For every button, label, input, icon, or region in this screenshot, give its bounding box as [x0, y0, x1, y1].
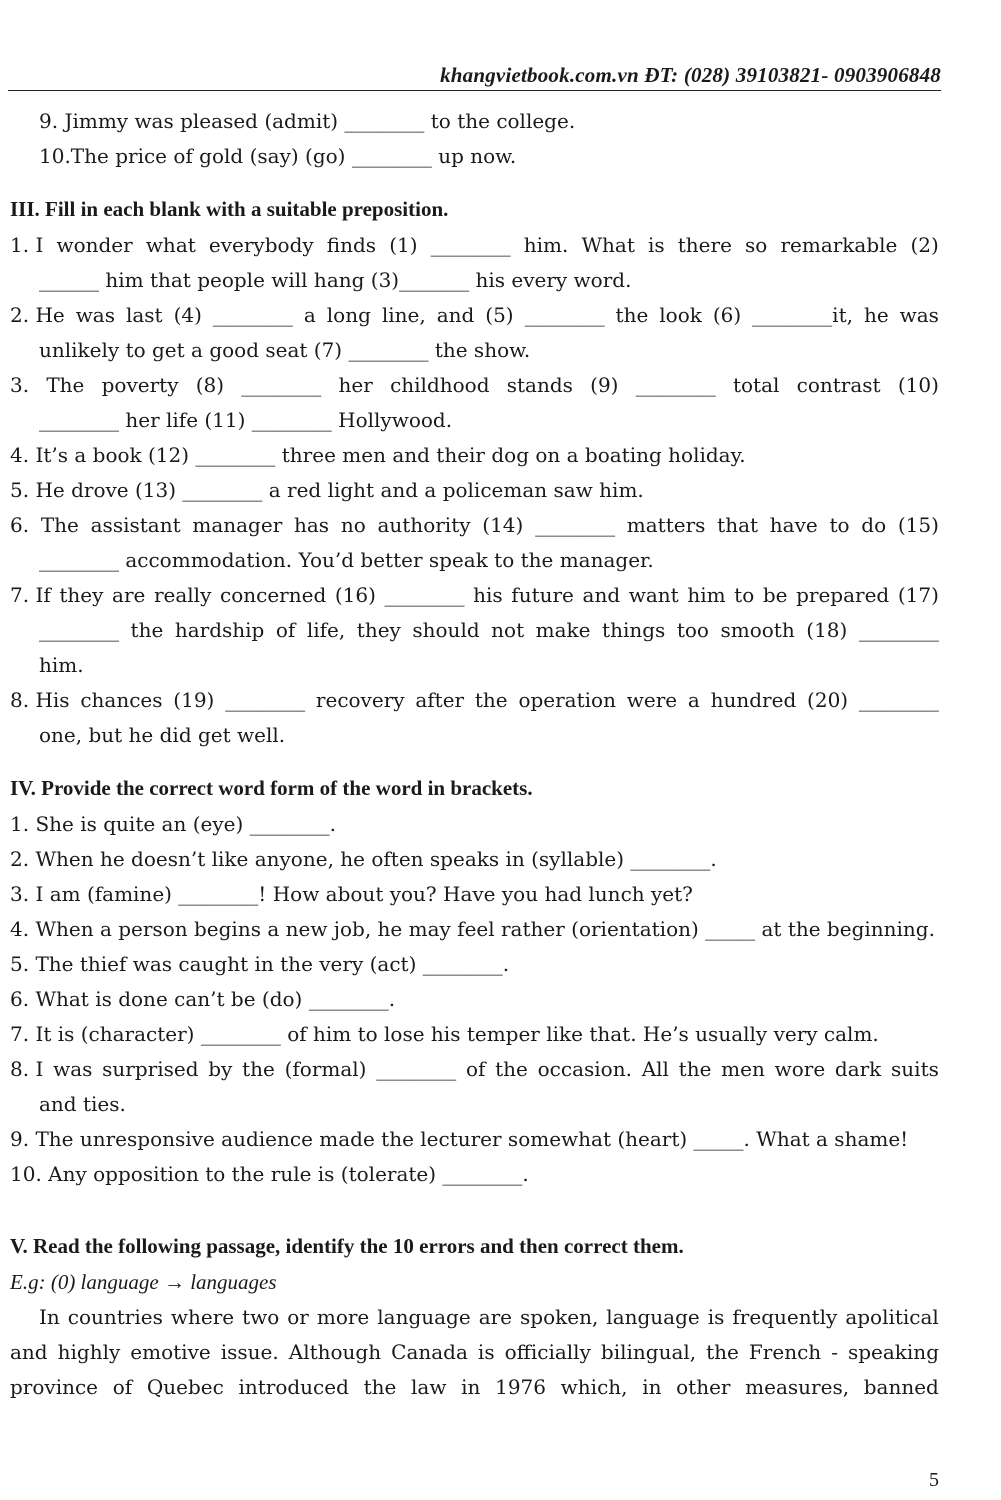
- exercise-item: 9. Jimmy was pleased (admit) ________ to the college.: [39, 109, 576, 133]
- exercise-item: 6. What is done can’t be (do) ________.: [10, 987, 396, 1011]
- word: (20): [807, 688, 849, 712]
- word: (16): [334, 583, 376, 607]
- word: operation: [518, 688, 616, 712]
- exercise-item: 1. She is quite an (eye) ________.: [10, 812, 336, 836]
- word: 1976: [495, 1375, 546, 1399]
- word: (8): [195, 373, 225, 397]
- section-heading: V. Read the following passage, identify the 10 errors and then correct them.: [10, 1234, 684, 1258]
- word: authority: [377, 513, 471, 537]
- exercise-item: 10.The price of gold (say) (go) ________ up now.: [39, 144, 517, 168]
- word: (2): [910, 233, 939, 257]
- word: the: [706, 1340, 739, 1364]
- word: ________: [225, 688, 306, 712]
- word: highly: [57, 1340, 121, 1364]
- word: the: [130, 618, 164, 642]
- word: make: [535, 618, 591, 642]
- word: be: [762, 583, 788, 607]
- word: has: [294, 513, 330, 537]
- word: to: [734, 583, 755, 607]
- word: which,: [560, 1375, 628, 1399]
- word: in: [461, 1375, 481, 1399]
- word: Quebec: [146, 1375, 224, 1399]
- word: (formal): [284, 1057, 367, 1081]
- word: (9): [590, 373, 619, 397]
- word: occasion.: [537, 1057, 632, 1081]
- word: Although: [288, 1340, 382, 1364]
- word: concerned: [220, 583, 327, 607]
- exercise-item-continued: him.: [39, 653, 84, 677]
- word: life,: [306, 618, 346, 642]
- word: his: [473, 583, 503, 607]
- word: ________: [635, 373, 716, 397]
- word: should: [412, 618, 480, 642]
- word: prepared: [796, 583, 890, 607]
- word: is: [647, 233, 665, 257]
- word: issue.: [220, 1340, 279, 1364]
- word: the: [678, 1057, 712, 1081]
- word: matters: [626, 513, 706, 537]
- exercise-item: [10, 228, 939, 263]
- word: future: [511, 583, 574, 607]
- word: what: [145, 233, 196, 257]
- word: In: [39, 1305, 60, 1329]
- word: Canada: [391, 1340, 468, 1364]
- word: two: [242, 1305, 280, 1329]
- passage-line: [10, 1335, 939, 1370]
- word: more: [316, 1305, 370, 1329]
- word: ________: [376, 1057, 457, 1081]
- word: frequently: [732, 1305, 838, 1329]
- word: language: [606, 1305, 700, 1329]
- word: (19): [173, 688, 215, 712]
- word: suits: [891, 1057, 939, 1081]
- word: All: [641, 1057, 669, 1081]
- word: ________: [39, 618, 119, 642]
- word: apolitical: [845, 1305, 939, 1329]
- word: was: [53, 1057, 93, 1081]
- section-heading: III. Fill in each blank with a suitable preposition.: [10, 197, 449, 221]
- word: of: [275, 618, 296, 642]
- word: banned: [863, 1375, 939, 1399]
- word: stands: [506, 373, 573, 397]
- word: ________: [535, 513, 616, 537]
- word: (17): [897, 583, 939, 607]
- word: poverty: [101, 373, 179, 397]
- word: ________: [524, 303, 605, 327]
- word: a: [687, 688, 700, 712]
- word: wore: [774, 1057, 826, 1081]
- word: ________: [858, 688, 939, 712]
- word: after: [415, 688, 465, 712]
- exercise-item: 4. It’s a book (12) ________ three men and their dog on a boating holiday.: [10, 443, 746, 467]
- word: 8. His: [10, 688, 70, 712]
- word: surprised: [102, 1057, 199, 1081]
- word: other: [676, 1375, 731, 1399]
- exercise-item-continued: ______ him that people will hang (3)_______ his every word.: [39, 268, 632, 292]
- word: bilingual,: [600, 1340, 697, 1364]
- word: The: [40, 513, 79, 537]
- word: the: [495, 1057, 528, 1081]
- exercise-item-continued: ________ accommodation. You’d better speak to the manager.: [39, 548, 654, 572]
- word: -: [831, 1340, 838, 1364]
- exercise-item: 3. I am (famine) ________! How about you? Have you had lunch yet?: [10, 882, 693, 906]
- word: finds: [326, 233, 377, 257]
- word: (14): [482, 513, 524, 537]
- word: 3.: [10, 373, 30, 397]
- word: he: [863, 303, 889, 327]
- word: contrast: [796, 373, 881, 397]
- word: things: [602, 618, 666, 642]
- word: officially: [504, 1340, 591, 1364]
- word: ________: [858, 618, 939, 642]
- exercise-item: [10, 578, 939, 613]
- word: or: [287, 1305, 309, 1329]
- exercise-item-continued: and ties.: [39, 1092, 126, 1116]
- word: (18): [806, 618, 848, 642]
- word: no: [340, 513, 366, 537]
- word: there: [677, 233, 732, 257]
- passage-line: [10, 1370, 939, 1405]
- exercise-item: 5. The thief was caught in the very (act) ________.: [10, 952, 510, 976]
- word: that: [717, 513, 759, 537]
- word: assistant: [90, 513, 181, 537]
- word: by: [208, 1057, 233, 1081]
- exercise-item-continued: [10, 613, 939, 648]
- word: ________: [212, 303, 293, 327]
- word: too: [676, 618, 709, 642]
- word: is: [477, 1340, 495, 1364]
- word: was: [75, 303, 115, 327]
- header-divider: [8, 90, 941, 91]
- word: look: [659, 303, 702, 327]
- word: a: [303, 303, 316, 327]
- word: dark: [834, 1057, 882, 1081]
- word: measures,: [745, 1375, 850, 1399]
- word: speaking: [847, 1340, 939, 1364]
- word: 2. He: [10, 303, 65, 327]
- word: introduced: [238, 1375, 349, 1399]
- word: ________it,: [752, 303, 853, 327]
- word: really: [153, 583, 212, 607]
- exercise-item: [10, 683, 939, 718]
- word: chances: [80, 688, 163, 712]
- word: language: [377, 1305, 471, 1329]
- word: law: [411, 1375, 447, 1399]
- word: 6.: [10, 513, 30, 537]
- word: so: [745, 233, 768, 257]
- word: (4): [173, 303, 202, 327]
- word: (15): [897, 513, 939, 537]
- word: French: [748, 1340, 822, 1364]
- word: of: [112, 1375, 133, 1399]
- word: manager: [192, 513, 283, 537]
- exercise-item: [10, 1052, 939, 1087]
- word: countries: [67, 1305, 163, 1329]
- word: the: [615, 303, 649, 327]
- word: last: [125, 303, 163, 327]
- example-line: E.g: (0) language → languages: [10, 1270, 277, 1294]
- word: of: [465, 1057, 486, 1081]
- word: (1): [389, 233, 418, 257]
- word: do: [861, 513, 887, 537]
- section-heading: IV. Provide the correct word form of the word in brackets.: [10, 776, 533, 800]
- exercise-item: [10, 368, 939, 403]
- word: and: [582, 583, 621, 607]
- exercise-item: 7. It is (character) ________ of him to lose his temper like that. He’s usually very calm.: [10, 1022, 879, 1046]
- word: were: [626, 688, 678, 712]
- word: 8. I: [10, 1057, 44, 1081]
- word: where: [170, 1305, 235, 1329]
- exercise-item: 5. He drove (13) ________ a red light and a policeman saw him.: [10, 478, 644, 502]
- word: they: [59, 583, 104, 607]
- word: are: [112, 583, 146, 607]
- word: is: [707, 1305, 725, 1329]
- word: hardship: [174, 618, 265, 642]
- word: the: [363, 1375, 397, 1399]
- worksheet-content: [10, 104, 939, 1405]
- word: 1. I: [10, 233, 44, 257]
- word: him.: [523, 233, 569, 257]
- word: in: [642, 1375, 662, 1399]
- word: have: [769, 513, 818, 537]
- word: to: [829, 513, 850, 537]
- word: are: [478, 1305, 513, 1329]
- word: was: [899, 303, 939, 327]
- exercise-item-continued: ________ her life (11) ________ Hollywood.: [39, 408, 453, 432]
- word: emotive: [130, 1340, 211, 1364]
- word: they: [356, 618, 401, 642]
- word: What: [581, 233, 635, 257]
- word: ________: [241, 373, 322, 397]
- page-number: 5: [929, 1469, 939, 1491]
- word: and: [436, 303, 475, 327]
- word: (5): [485, 303, 514, 327]
- word: the: [474, 688, 508, 712]
- exercise-item-continued: unlikely to get a good seat (7) ________ the show.: [39, 338, 531, 362]
- word: childhood: [390, 373, 490, 397]
- word: line,: [381, 303, 426, 327]
- word: total: [732, 373, 780, 397]
- exercise-item-continued: one, but he did get well.: [39, 723, 286, 747]
- word: spoken,: [520, 1305, 599, 1329]
- word: not: [491, 618, 525, 642]
- exercise-item: [10, 298, 939, 333]
- word: want: [628, 583, 679, 607]
- word: her: [338, 373, 373, 397]
- word: (10): [897, 373, 939, 397]
- word: ________: [430, 233, 511, 257]
- exercise-item: 4. When a person begins a new job, he may feel rather (orientation) _____ at the beginning.: [10, 917, 935, 941]
- word: hundred: [710, 688, 797, 712]
- exercise-item: 10. Any opposition to the rule is (tolerate) ________.: [10, 1162, 529, 1186]
- exercise-item: [10, 508, 939, 543]
- word: men: [721, 1057, 765, 1081]
- word: everybody: [208, 233, 314, 257]
- header-contact: khangvietbook.com.vn ĐT: (028) 39103821- 0903906848: [440, 63, 941, 87]
- word: recovery: [315, 688, 405, 712]
- word: The: [46, 373, 85, 397]
- word: long: [326, 303, 371, 327]
- word: and: [10, 1340, 48, 1364]
- word: 7. If: [10, 583, 51, 607]
- word: wonder: [56, 233, 133, 257]
- word: the: [242, 1057, 275, 1081]
- passage-line: [10, 1300, 939, 1335]
- word: ________: [384, 583, 465, 607]
- word: him: [687, 583, 726, 607]
- exercise-item: 2. When he doesn’t like anyone, he often speaks in (syllable) ________.: [10, 847, 717, 871]
- word: (6): [712, 303, 742, 327]
- word: smooth: [720, 618, 795, 642]
- word: province: [10, 1375, 99, 1399]
- exercise-item: 9. The unresponsive audience made the lecturer somewhat (heart) _____. What a shame!: [10, 1127, 909, 1151]
- word: remarkable: [780, 233, 898, 257]
